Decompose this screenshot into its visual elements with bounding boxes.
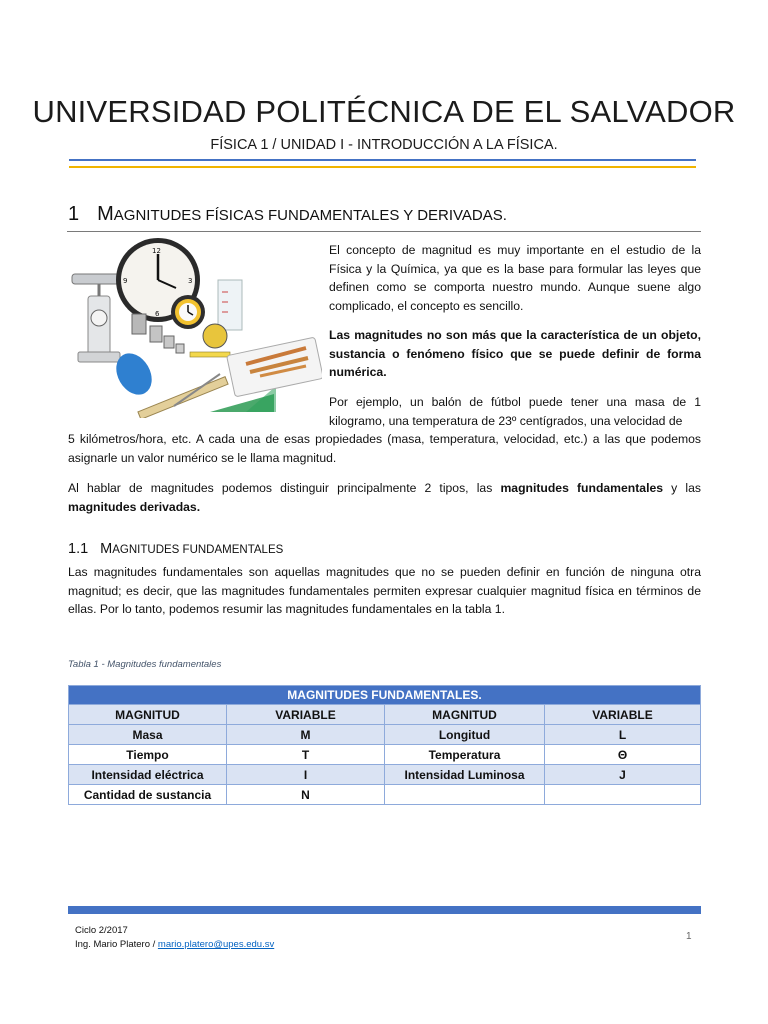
table-title-row xyxy=(69,686,701,705)
table-row xyxy=(69,765,701,785)
table-header-cell: VARIABLE xyxy=(545,705,701,725)
footer-cycle: Ciclo 2/2017 xyxy=(75,925,128,936)
table-cell xyxy=(385,785,545,805)
tipos-text-a: Al hablar de magnitudes podemos distinguir principalmente 2 tipos, las xyxy=(68,481,501,495)
subsection-title-rest: AGNITUDES FUNDAMENTALES xyxy=(112,544,284,556)
table-cell: Intensidad eléctrica xyxy=(69,765,227,785)
table-cell: Θ xyxy=(545,745,701,765)
table-cell: M xyxy=(227,725,385,745)
section-number: 1 xyxy=(68,203,80,225)
svg-text:6: 6 xyxy=(155,310,160,318)
svg-text:3: 3 xyxy=(188,277,193,285)
footer-author-line xyxy=(75,939,274,950)
table-header-row xyxy=(69,705,701,725)
section-title-rest: AGNITUDES FÍSICAS FUNDAMENTALES Y DERIVADAS. xyxy=(113,207,507,224)
table-caption: Tabla 1 - Magnitudes fundamentales xyxy=(68,659,222,670)
paragraph-magnitud-definicion: Las magnitudes no son más que la característica de un objeto, sustancia o fenómeno físico que se puede definir de forma numérica. xyxy=(329,328,701,379)
svg-text:12: 12 xyxy=(152,247,161,255)
section-title-initial: M xyxy=(97,203,114,225)
paragraph-ejemplo-part2: 5 kilómetros/hora, etc. A cada una de esas propiedades (masa, temperatura, velocidad, etc.) a las que podemos asignarle un valor numérico se le llama magnitud. xyxy=(68,432,701,465)
table-header-cell: MAGNITUD xyxy=(69,705,227,725)
table-cell: J xyxy=(545,765,701,785)
table-row xyxy=(69,745,701,765)
tipos-derivadas: magnitudes derivadas. xyxy=(68,499,201,514)
table-cell: Temperatura xyxy=(385,745,545,765)
tipos-fundamentales: magnitudes fundamentales xyxy=(500,481,664,495)
table-row xyxy=(69,725,701,745)
document-subtitle: FÍSICA 1 / UNIDAD I - INTRODUCCIÓN A LA FÍSICA. xyxy=(210,137,558,153)
table-title: MAGNITUDES FUNDAMENTALES. xyxy=(69,686,701,705)
section-heading-rule xyxy=(67,231,701,232)
subsection-heading-1-1 xyxy=(68,541,283,557)
tipos-text-c: y las xyxy=(663,481,701,495)
svg-text:9: 9 xyxy=(123,277,128,285)
table-header-cell: VARIABLE xyxy=(227,705,385,725)
subsection-title-initial: M xyxy=(100,541,113,557)
table-cell: N xyxy=(227,785,385,805)
paragraph-magnitud-concepto: El concepto de magnitud es muy importante en el estudio de la Física y la Química, ya que es la base para formular las leyes que definen como se comporta nuestro mundo. Aunque suene algo complicado, el concepto es sencillo. xyxy=(329,243,701,313)
subsection-number: 1.1 xyxy=(68,541,89,557)
paragraph-magnitudes-fundamentales: Las magnitudes fundamentales son aquellas magnitudes que no se pueden definir en función de ninguna otra magnitud; es decir, que las magnitudes fundamentales permiten expresar cualquier magnitud física en términos de ellas. Por lo tanto, podemos resumir las magnitudes fundamentales en la tabla 1. xyxy=(68,565,701,616)
measuring-instruments-image xyxy=(70,236,322,418)
footer-bar xyxy=(68,906,701,914)
table-cell: Intensidad Luminosa xyxy=(385,765,545,785)
header-rule-blue xyxy=(69,159,696,161)
table-cell: Tiempo xyxy=(69,745,227,765)
table-cell: T xyxy=(227,745,385,765)
header-rule-gold xyxy=(69,166,696,168)
footer-email-link[interactable]: mario.platero@upes.edu.sv xyxy=(157,939,275,950)
magnitudes-table xyxy=(68,685,701,805)
table-header-cell: MAGNITUD xyxy=(385,705,545,725)
paragraph-tipos-magnitudes xyxy=(68,479,701,516)
table-cell: L xyxy=(545,725,701,745)
table-cell xyxy=(545,785,701,805)
footer-author: Ing. Mario Platero / xyxy=(75,939,158,950)
table-cell: Longitud xyxy=(385,725,545,745)
table-cell: Cantidad de sustancia xyxy=(69,785,227,805)
section-heading-1 xyxy=(68,203,507,226)
table-row xyxy=(69,785,701,805)
paragraph-ejemplo-part1: Por ejemplo, un balón de fútbol puede tener una masa de 1 kilogramo, una temperatura de 23º centígrados, una velocidad de xyxy=(329,395,701,428)
table-cell: I xyxy=(227,765,385,785)
table-cell: Masa xyxy=(69,725,227,745)
document-title: UNIVERSIDAD POLITÉCNICA DE EL SALVADOR xyxy=(32,94,736,129)
page-number: 1 xyxy=(686,931,692,942)
